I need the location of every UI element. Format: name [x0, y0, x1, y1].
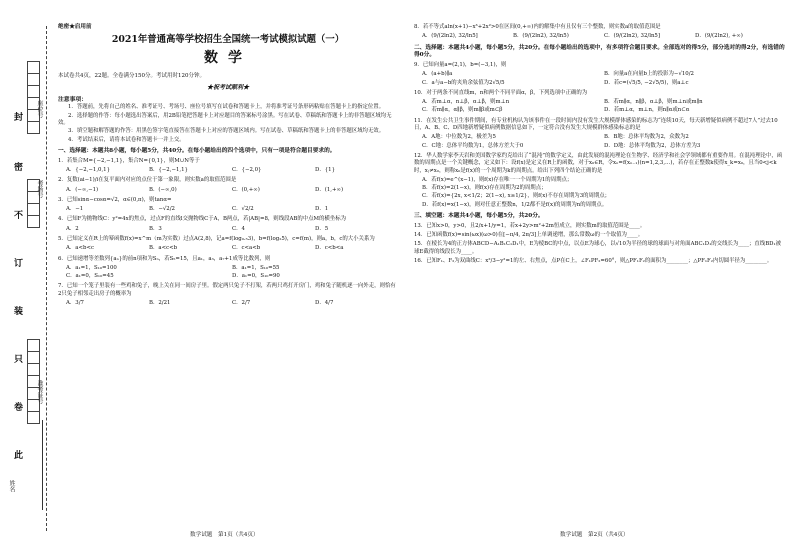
question: 13．已知x>0，y>0，且2/x+1/y=1，若x+2y>m²+2m恒成立，则实数m的取值范围是____。: [414, 222, 646, 229]
seal-char: 装: [14, 307, 24, 317]
question: 10．对于两条不同直线m，n和两个不同平面α，β，下列选项中正确的为: [414, 89, 588, 96]
page-footer-right: 数学试题 第2页（共4页）: [560, 532, 629, 538]
question: 1．若集合M={−2,−1,1}，集合N={0,1}，则M∪N等于: [58, 157, 200, 164]
option[interactable]: D．c<b<a: [315, 245, 344, 252]
option[interactable]: D．1: [315, 206, 329, 213]
options-row: [58, 300, 398, 307]
options-row: [58, 206, 398, 213]
exam-info: 本试卷共4页，22题。全卷满分150分。考试用时120分钟。: [58, 73, 205, 80]
option[interactable]: A．(a+b)∥a: [422, 71, 453, 78]
admission-label: 准考证号: [36, 380, 43, 404]
cut-line: [46, 26, 47, 531]
options-row: [58, 226, 398, 233]
option[interactable]: D．a₁=0，S₁₀=90: [232, 273, 280, 280]
option[interactable]: D．若c=(√5/5, −2√5/5)，则a⊥c: [604, 79, 689, 86]
seal-char: 订: [14, 259, 24, 269]
option[interactable]: C．c<a<b: [232, 245, 261, 252]
option[interactable]: D．D地：总体平均数为2，总体方差为3: [604, 142, 701, 149]
section-heading: 二、选择题：本题共4小题，每小题5分，共20分。在每小题给出的选项中，有多项符合题目要求。全部选对的得5分，部分选对的得2分，有选错的得0分。: [414, 44, 785, 59]
section-heading: 三、填空题：本题共4小题，每小题5分，共20分。: [414, 213, 544, 220]
question: 7．已知一个笼子里装有一些鸡和兔子，晚上关在同一间房子里。假定两只兔子不打架，若两只鸡打开房门，鸡和兔子随机逐一向外走，则恰有2只兔子相邻走出房子的概率为: [58, 283, 396, 297]
page-right: [414, 0, 786, 267]
options-grid: [414, 99, 786, 115]
seal-char: 不: [14, 211, 24, 221]
binding-margin: [0, 0, 56, 550]
good-luck-banner: ★祝考试顺利★: [206, 83, 249, 91]
option[interactable]: C．2/7: [232, 300, 251, 307]
page-footer-left: 数学试题 第1页（共4页）: [190, 532, 259, 538]
note-item: 1．答题前，先将自己的姓名、准考证号、考场号、座位号填写在试卷和答题卡上，并将准考证号条形码粘贴在答题卡上的指定位置。: [68, 104, 385, 111]
option[interactable]: B．3: [149, 225, 162, 232]
page-left: [58, 0, 398, 310]
option[interactable]: B．{−2,−1,1}: [149, 166, 188, 173]
seal-char: 封: [14, 113, 24, 123]
question: 11．在发生公共卫生事件期间，有专业机构认为该事件在一段时间内没有发生大规模群体感染的标志为“连续10天，每天新增疑似病例不超过7人”过去10日，A、B、C、D四地新增疑似病例数据信息如下，一定符合没有发生大规模群体感染标志的是: [414, 117, 778, 132]
option[interactable]: B．若f(x)=2(1−x)，则f(x)存在周期为2的周期点；: [422, 185, 547, 192]
option[interactable]: D．(9/(2ln2), +∞): [695, 33, 743, 40]
option[interactable]: D．(1,+∞): [315, 186, 344, 193]
question: 4．已知F为抛物线C：y²=4x的焦点，过点F的直线l交抛物线C于A，B两点，若|AB|=8，则线段AB的中点M的横坐标为: [58, 216, 346, 223]
note-item: 4．考试结束后，请将本试卷和答题卡一并上交。: [68, 136, 185, 143]
option[interactable]: B．(9/(2ln2), 32/ln5): [513, 33, 569, 40]
question: 2．复数(ai−1)/i在复平面内对应的点位于第一象限，则实数a的取值范围是: [58, 177, 237, 184]
seal-char: 此: [14, 451, 24, 461]
exam-title: 2021年普通高等学校招生全国统一考试模拟试题（一）: [111, 33, 345, 45]
option[interactable]: C．若m∥α，α∥β，则m∥β或m⊂β: [422, 107, 503, 114]
option[interactable]: A．a<b<c: [66, 245, 95, 252]
option[interactable]: A．a₁=1，S₁₀=100: [66, 264, 117, 271]
question: 9．已知向量a=(2,1)，b=(−3,1)，则: [414, 61, 507, 68]
option[interactable]: A．2: [66, 225, 79, 232]
options-grid: [58, 265, 398, 281]
name-line[interactable]: [42, 420, 43, 510]
seat-number-boxes[interactable]: [27, 62, 43, 134]
options-grid: [414, 71, 786, 87]
option[interactable]: B．−√2/2: [149, 206, 175, 213]
question: 5．已知定义在R上的幂函数f(x)=x^m（m为实数）过点A(2,8)，记a=f(log₀.₅3)，b=f(log₂5)，c=f(m)，则a，b，c的大小关系为: [58, 236, 375, 242]
option[interactable]: A．−1: [66, 206, 84, 213]
option[interactable]: A．(9/(2ln2), 32/ln5]: [422, 33, 478, 40]
question: 3．已知sinα−cosα=√2，α∈(0,π)，则tanα=: [58, 196, 172, 203]
option[interactable]: B．(−∞,0): [149, 186, 177, 193]
seal-char: 密: [14, 163, 24, 173]
option[interactable]: A．若m⊥α，n⊥β，α⊥β，则m⊥n: [422, 99, 510, 106]
option[interactable]: B．a<c<b: [149, 245, 178, 252]
note-item: 2．选择题的作答：每小题选出答案后，用2B铅笔把答题卡上对应题目的答案标号涂黑。写在试卷、草稿纸和答题卡上的非答题区域均无效。: [58, 112, 392, 127]
option[interactable]: C．a与a−b的夹角余弦值为2√5/5: [422, 79, 505, 86]
option[interactable]: D．若m⊥α，m⊥n，则n∥α或n⊂α: [604, 107, 690, 114]
question: 14．已知函数f(x)=sin(ωx)(ω>0)在[−π/4, 2π/3]上单调递增，那么常数ω的一个取值为____。: [414, 232, 644, 238]
question: 6．已知递增等差数列{aₙ}的前n项和为Sₙ，若S₅=15，且a₁，a₃，a₇+1成等比数列，则: [58, 255, 271, 262]
room-label: 考场号: [36, 180, 43, 198]
question: 15．在棱长为4的正方体ABCD−A₁B₁C₁D₁中，E为棱BC的中点，以点E为球心，以√10为半径的球的球面与对角面ABC₁D₁的交线长为____；直线BD₁被球E截得的线段长为____。: [414, 241, 782, 255]
option[interactable]: C．{−2,0}: [232, 166, 262, 173]
options-row: [414, 33, 786, 40]
options-grid: [414, 134, 786, 150]
note-item: 3．填空题和解答题的作答：用黑色签字笔直接答在答题卡上对应的答题区域内。写在试卷、草稿纸和答题卡上的非答题区域均无效。: [68, 128, 385, 135]
option[interactable]: C．C地：总体平均数为1，总体方差大于0: [422, 142, 524, 149]
option[interactable]: A．A地：中位数为2，极差为5: [422, 134, 496, 141]
option[interactable]: B．2/21: [149, 300, 171, 307]
option[interactable]: C．4: [232, 225, 245, 232]
option[interactable]: B．向量a在向量b上的投影为−√10/2: [604, 71, 694, 78]
option[interactable]: D．若f(x)=x(1−x)，则对任意正整数n，1/2都不是f(x)的周期为n的周期点。: [422, 201, 608, 208]
seat-label: 座位号: [36, 100, 43, 118]
option[interactable]: C．a₁=0，S₁₀=45: [66, 273, 114, 280]
subject-title: 数学: [204, 50, 252, 67]
option[interactable]: C．(0,+∞): [232, 186, 260, 193]
section-heading: 一、选择题：本题共8小题，每小题5分，共40分。在每小题给出的四个选项中，只有一项是符合题目要求的。: [58, 147, 336, 154]
option[interactable]: D．4/7: [315, 300, 334, 307]
option[interactable]: C．若f(x)={2x, x<1/2；2(1−x), x≥1/2}，则f(x)不存在周期为3的周期点；: [422, 193, 611, 200]
options-row: [58, 245, 398, 252]
question: 16．已知F₁、F₂为双曲线C：x²/3−y²=1的左、右焦点，点P在C上，∠F₁PF₂=60°，则△PF₁F₂的面积为________；△PF₁F₂内切圆半径为________。: [414, 257, 773, 264]
options-row: [58, 187, 398, 194]
option[interactable]: A．(−∞,−1): [66, 186, 99, 193]
notes-heading: 注意事项：: [58, 96, 87, 103]
question: 8．若不等式aln(x+1)−x³+2x²>0在区间(0,+∞)内的解集中有且仅有三个整数，则实数a的取值范围是: [414, 24, 661, 30]
name-label: 姓名: [8, 480, 15, 492]
option[interactable]: B．若m∥α，n∥β，α⊥β，则m⊥n或m∥n: [604, 99, 703, 106]
option[interactable]: C．(9/(2ln2), 32/ln5]: [604, 33, 660, 40]
seal-char: 只: [14, 355, 24, 365]
seal-char: 卷: [14, 403, 24, 413]
option[interactable]: A．若f(x)=e^(x−1)，则f(x)存在唯一一个周期为1的周期点；: [422, 176, 573, 183]
option[interactable]: A．{−2,−1,0,1}: [66, 166, 111, 173]
confidential-tag: 绝密★启用前: [58, 24, 92, 30]
option[interactable]: B．B地：总体平均数为2，众数为2: [604, 134, 689, 141]
options-row: [58, 167, 398, 174]
option[interactable]: D．{1}: [315, 166, 336, 173]
question: 12．华人数学家李天岩和美国数学家约克给出了“混沌”的数学定义，由此发展的混沌理论在生物学、经济学和社会学领域都有重要作用。在混沌理论中，函数的周期点是一个关键概念，定义如下：设f(x)是定义在R上的函数，对于x₀∈R，令xₙ=f(xₙ₋₁)(n=1,2,3,…)，若存在正整数k使得x_k=x₀，且当0<j<k时，xⱼ≠x₀，则称x₀是f(x)的一个周期为k的周期点。给出下列四个结论正确的是: [414, 152, 783, 174]
option[interactable]: C．√2/2: [232, 206, 254, 213]
option[interactable]: D．5: [315, 225, 329, 232]
option[interactable]: B．a₁=1，S₁₀=55: [232, 264, 280, 271]
option[interactable]: A．3/7: [66, 300, 84, 307]
